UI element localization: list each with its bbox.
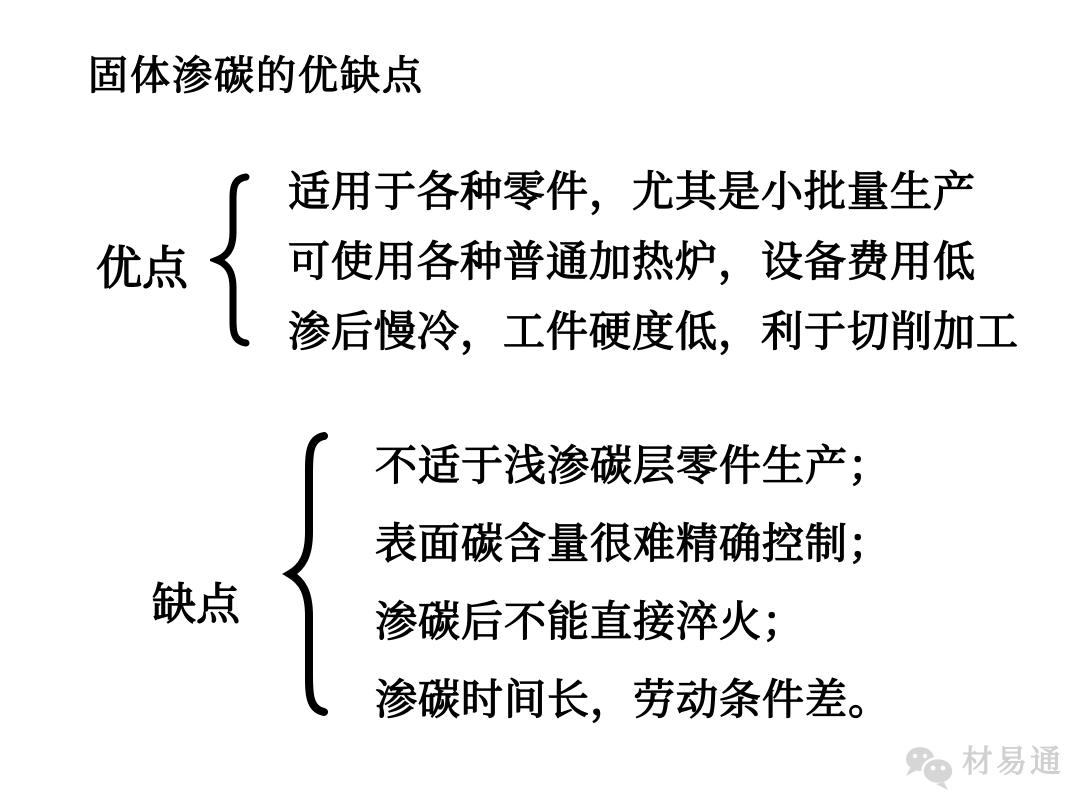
disadvantage-item: 不适于浅渗碳层零件生产； [375, 444, 892, 490]
page-title: 固体渗碳的优缺点 [88, 53, 424, 98]
watermark-brand: 材易通 [962, 744, 1064, 779]
advantages-list [288, 158, 1019, 368]
advantage-item: 适用于各种零件，尤其是小批量生产 [288, 170, 977, 216]
chat-bubbles-icon [900, 744, 960, 794]
disadvantage-item: 表面碳含量很难精确控制； [375, 522, 892, 568]
advantage-item: 渗后慢冷，工件硬度低，利于切削加工 [288, 310, 1020, 356]
disadvantages-label: 缺点 [152, 580, 240, 629]
watermark [900, 742, 1070, 794]
disadvantage-item: 渗碳后不能直接淬火； [375, 600, 806, 646]
advantages-label: 优点 [96, 243, 188, 294]
disadvantage-item: 渗碳时间长，劳动条件差。 [375, 678, 892, 724]
disadvantages-list [375, 428, 891, 740]
advantages-brace [210, 172, 256, 348]
disadvantages-brace [282, 430, 336, 718]
advantage-item: 可使用各种普通加热炉，设备费用低 [288, 240, 977, 286]
